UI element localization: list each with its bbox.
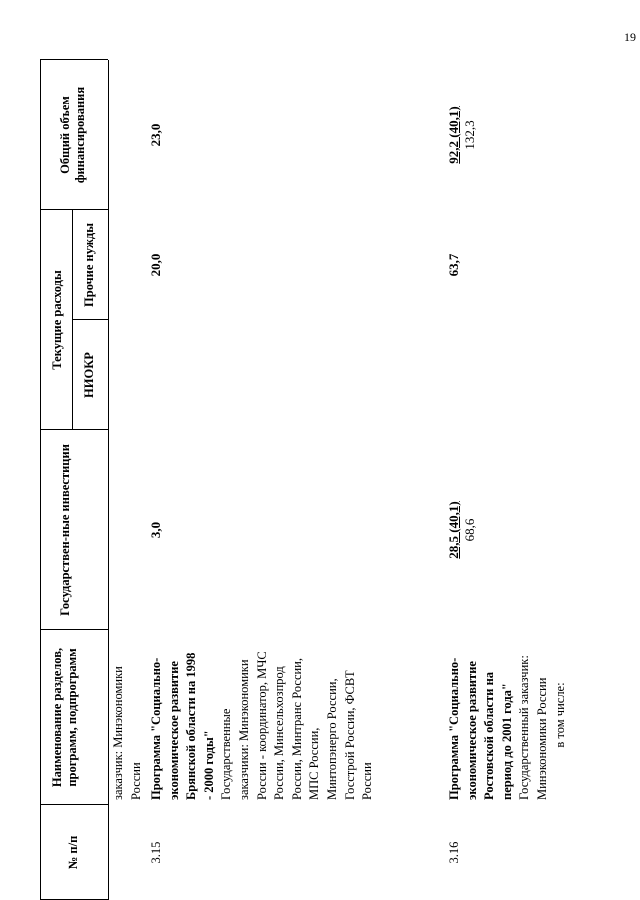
row-3-16-other-needs: 63,7 — [446, 253, 461, 277]
row-3-16-customers: Государственный заказчик: Минэкономики России — [517, 655, 549, 800]
header-other-needs: Прочие нужды — [82, 223, 96, 307]
header-current-expenses: Текущие расходы — [50, 270, 64, 370]
row-3-16-gov-invest — [446, 440, 478, 620]
header-name: Наименование разделов, программ, подпрограмм — [50, 647, 79, 788]
row-3-16-title: Программа "Социально-экономическое развитие Ростовской области на период до 2001 года" — [447, 657, 514, 800]
financing-table — [40, 40, 620, 900]
rotated-page — [40, 40, 620, 900]
row-3-16-gov-invest-line2: 68,6 — [462, 518, 477, 542]
row-3-15-customers: Государственные заказчики: Минэкономики России - координатор, МЧС России, Минсельхозпрод России, Минтранс России, МПС России, Минтопэнерго России, Госстрой России, ФСВТ России — [219, 651, 375, 800]
row-3-15-other-needs: 20,0 — [148, 253, 163, 277]
page-number: 19 — [624, 30, 636, 44]
row-3-16-gov-invest-line1: 28,5 (40,1) — [446, 501, 461, 559]
current-group-divider — [72, 210, 73, 430]
header-num: № п/п — [66, 835, 80, 870]
carry-over-line-2: России — [129, 762, 143, 800]
row-3-16-num: 3.16 — [447, 841, 461, 864]
table-top-border — [40, 60, 41, 900]
header-niokr: НИОКР — [82, 352, 96, 398]
row-3-16-total — [446, 70, 478, 200]
row-3-15-name — [148, 650, 377, 800]
row-3-16-total-line2: 132,3 — [462, 120, 477, 150]
row-3-16-note: в том числе: — [552, 682, 567, 748]
carry-over-line-1: заказчик: Минэкономики — [111, 666, 125, 800]
header-total: Общий объем финансирования — [58, 86, 87, 184]
row-3-15-title: Программа "Социально-экономическое развитие Брянской области на 1998 - 2000 годы" — [149, 652, 216, 800]
row-3-15-num: 3.15 — [149, 841, 163, 864]
table-right-border — [40, 59, 108, 60]
row-3-16-total-line1: 92,2 (40,1) — [446, 106, 461, 164]
row-3-15-gov-invest: 3,0 — [148, 521, 163, 539]
header-gov-invest: Государствен-ные инвестиции — [58, 444, 72, 616]
col-divider-2 — [40, 629, 108, 630]
row-3-15-total: 23,0 — [148, 123, 163, 147]
row-3-16-name — [446, 650, 569, 800]
header-bottom-border — [108, 60, 109, 900]
